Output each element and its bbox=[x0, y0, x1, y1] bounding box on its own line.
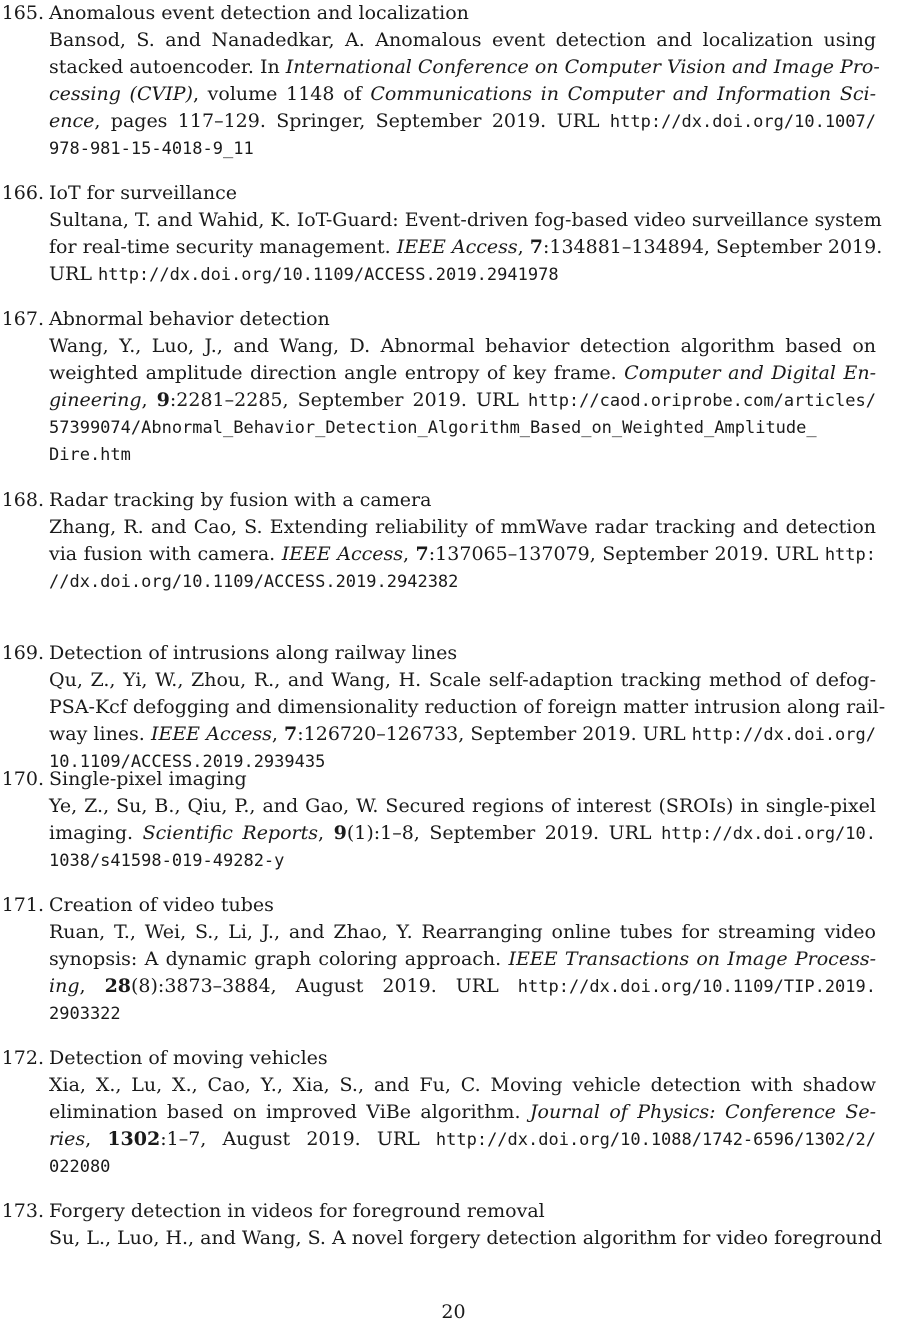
doi-url-link[interactable]: http://dx.doi.org/10.1088/1742-6596/1302/2/ bbox=[435, 1130, 876, 1150]
citation-text: Ye, Z., Su, B., Qiu, P., and Gao, W. Secured regions of interest (SROIs) in single-pixel bbox=[49, 795, 876, 817]
volume-number: 7 bbox=[284, 723, 298, 745]
citation-text: , bbox=[403, 543, 416, 565]
citation-text: :1–7, August 2019. URL bbox=[160, 1128, 436, 1150]
citation-text: synopsis: A dynamic graph coloring approach. bbox=[49, 948, 509, 970]
citation-line bbox=[49, 441, 876, 468]
citation-line bbox=[49, 946, 876, 973]
doi-url-link[interactable]: 978-981-15-4018-9_11 bbox=[49, 139, 254, 159]
citation-line bbox=[49, 1126, 876, 1153]
citation-text: PSA-Kcf defogging and dimensionality reduction of foreign matter intrusion along rail- bbox=[49, 696, 886, 718]
citation-line bbox=[49, 414, 876, 441]
citation-text: , volume 1148 of bbox=[192, 83, 371, 105]
volume-number: 28 bbox=[104, 975, 132, 997]
citation-text: Su, L., Luo, H., and Wang, S. A novel forgery detection algorithm for video foreground bbox=[49, 1227, 883, 1249]
citation-text: (1):1–8, September 2019. URL bbox=[346, 822, 662, 844]
citation-line bbox=[49, 568, 876, 595]
citation-text: , bbox=[79, 975, 105, 997]
citation-text: Zhang, R. and Cao, S. Extending reliability of mmWave radar tracking and detection bbox=[49, 516, 876, 538]
citation-line bbox=[49, 108, 876, 135]
citation-line bbox=[49, 360, 876, 387]
citation-text: Ruan, T., Wei, S., Li, J., and Zhao, Y. Rearranging online tubes for streaming video bbox=[49, 921, 876, 943]
citation-text: Qu, Z., Yi, W., Zhou, R., and Wang, H. Scale self-adaption tracking method of defog- bbox=[49, 669, 876, 691]
citation-line bbox=[49, 1225, 883, 1252]
citation-line bbox=[49, 847, 876, 874]
doi-url-link[interactable]: http://dx.doi.org/10.1007/ bbox=[609, 112, 876, 132]
citation-text: via fusion with camera. bbox=[49, 543, 282, 565]
citation-text: , bbox=[85, 1128, 108, 1150]
doi-url-link[interactable]: 2903322 bbox=[49, 1004, 121, 1024]
citation-line bbox=[49, 1072, 876, 1099]
citation-italic-text: Communications in Computer and Information Sci- bbox=[370, 83, 876, 105]
citation-italic-text: IEEE Access bbox=[150, 723, 272, 745]
doi-url-link[interactable]: http://dx.doi.org/10.1109/TIP.2019. bbox=[517, 977, 876, 997]
entry-topic: IoT for surveillance bbox=[49, 182, 237, 204]
citation-italic-text: International Conference on Computer Vision and Image Pro- bbox=[285, 56, 880, 78]
citation-line bbox=[49, 1153, 876, 1180]
volume-number: 1302 bbox=[107, 1128, 161, 1150]
citation-line bbox=[49, 135, 876, 162]
volume-number: 9 bbox=[333, 822, 347, 844]
citation-italic-text: Journal of Physics: Conference Se- bbox=[529, 1101, 876, 1123]
citation-line bbox=[49, 27, 876, 54]
doi-url-link[interactable]: http://dx.doi.org/10.1109/ACCESS.2019.2941978 bbox=[97, 265, 559, 285]
entry-number: 170. bbox=[1, 768, 44, 790]
volume-number: 9 bbox=[156, 389, 170, 411]
entry-number: 166. bbox=[1, 182, 44, 204]
doi-url-link[interactable]: Dire.htm bbox=[49, 445, 131, 465]
citation-text: :126720–126733, September 2019. URL bbox=[297, 723, 692, 745]
entry-number: 167. bbox=[1, 308, 44, 330]
citation-line bbox=[49, 387, 876, 414]
doi-url-link[interactable]: http://caod.oriprobe.com/articles/ bbox=[527, 391, 876, 411]
citation-line bbox=[49, 514, 876, 541]
citation-text: , bbox=[318, 822, 334, 844]
entry-topic: Detection of intrusions along railway lines bbox=[49, 642, 458, 664]
citation-text: , bbox=[271, 723, 285, 745]
entry-number: 171. bbox=[1, 894, 44, 916]
citation-italic-text: cessing (CVIP) bbox=[49, 83, 193, 105]
citation-line bbox=[49, 1000, 876, 1027]
citation-line bbox=[49, 820, 876, 847]
citation-text: , bbox=[141, 389, 157, 411]
entry-topic: Abnormal behavior detection bbox=[49, 308, 330, 330]
doi-url-link[interactable]: 022080 bbox=[49, 1157, 111, 1177]
citation-text: :2281–2285, September 2019. URL bbox=[169, 389, 528, 411]
citation-line bbox=[49, 973, 876, 1000]
entry-number: 165. bbox=[1, 2, 44, 24]
citation-line bbox=[49, 261, 876, 288]
citation-text: weighted amplitude direction angle entropy of key frame. bbox=[49, 362, 625, 384]
citation-line bbox=[49, 541, 876, 568]
doi-url-link[interactable]: 57399074/Abnormal_Behavior_Detection_Algorithm_Based_on_Weighted_Amplitude_ bbox=[49, 418, 817, 438]
entry-topic: Forgery detection in videos for foreground removal bbox=[49, 1200, 545, 1222]
citation-italic-text: IEEE Access bbox=[281, 543, 404, 565]
doi-url-link[interactable]: //dx.doi.org/10.1109/ACCESS.2019.2942382 bbox=[49, 572, 459, 592]
citation-text: Bansod, S. and Nanadedkar, A. Anomalous event detection and localization using bbox=[49, 29, 876, 51]
entry-topic: Anomalous event detection and localization bbox=[49, 2, 469, 24]
doi-url-link[interactable]: http://dx.doi.org/10. bbox=[661, 824, 876, 844]
citation-italic-text: IEEE Access bbox=[396, 236, 518, 258]
entry-topic: Creation of video tubes bbox=[49, 894, 274, 916]
doi-url-link[interactable]: http://dx.doi.org/ bbox=[691, 725, 876, 745]
citation-text: , bbox=[517, 236, 530, 258]
page-number: 20 bbox=[441, 1301, 466, 1323]
entry-number: 173. bbox=[1, 1200, 44, 1222]
volume-number: 7 bbox=[529, 236, 543, 258]
doi-url-link[interactable]: http: bbox=[824, 545, 876, 565]
citation-text: Sultana, T. and Wahid, K. IoT-Guard: Event-driven fog-based video surveillance system bbox=[49, 209, 882, 231]
citation-line bbox=[49, 333, 876, 360]
citation-italic-text: ries bbox=[49, 1128, 86, 1150]
citation-text: elimination based on improved ViBe algorithm. bbox=[49, 1101, 530, 1123]
citation-text: for real-time security management. bbox=[49, 236, 397, 258]
citation-italic-text: ence bbox=[49, 110, 95, 132]
entry-topic: Detection of moving vehicles bbox=[49, 1047, 328, 1069]
citation-text: way lines. bbox=[49, 723, 151, 745]
citation-text: imaging. bbox=[49, 822, 143, 844]
citation-italic-text: Scientific Reports bbox=[142, 822, 319, 844]
citation-line bbox=[49, 1099, 876, 1126]
citation-line bbox=[49, 694, 886, 721]
citation-line bbox=[49, 207, 882, 234]
citation-italic-text: gineering bbox=[49, 389, 142, 411]
doi-url-link[interactable]: 1038/s41598-019-49282-y bbox=[49, 851, 285, 871]
citation-italic-text: ing bbox=[49, 975, 80, 997]
citation-text: :134881–134894, September 2019. bbox=[542, 236, 883, 258]
citation-line bbox=[49, 793, 876, 820]
citation-text: stacked autoencoder. In bbox=[49, 56, 286, 78]
citation-text: Wang, Y., Luo, J., and Wang, D. Abnormal behavior detection algorithm based on bbox=[49, 335, 876, 357]
citation-line bbox=[49, 721, 876, 748]
citation-line bbox=[49, 234, 883, 261]
citation-text: Xia, X., Lu, X., Cao, Y., Xia, S., and Fu, C. Moving vehicle detection with shadow bbox=[49, 1074, 876, 1096]
entry-topic: Radar tracking by fusion with a camera bbox=[49, 489, 432, 511]
entry-number: 168. bbox=[1, 489, 44, 511]
citation-text: :137065–137079, September 2019. URL bbox=[428, 543, 825, 565]
citation-line bbox=[49, 81, 876, 108]
citation-line bbox=[49, 54, 880, 81]
citation-italic-text: Computer and Digital En- bbox=[624, 362, 876, 384]
entry-number: 169. bbox=[1, 642, 44, 664]
doi-url-link[interactable]: 10.1109/ACCESS.2019.2939435 bbox=[49, 752, 326, 772]
citation-text: URL bbox=[49, 263, 98, 285]
volume-number: 7 bbox=[415, 543, 429, 565]
citation-line bbox=[49, 919, 876, 946]
citation-text: (8):3873–3884, August 2019. URL bbox=[131, 975, 518, 997]
citation-line bbox=[49, 667, 876, 694]
entry-number: 172. bbox=[1, 1047, 44, 1069]
citation-italic-text: IEEE Transactions on Image Process- bbox=[508, 948, 876, 970]
entry-topic: Single-pixel imaging bbox=[49, 768, 247, 790]
citation-text: , pages 117–129. Springer, September 2019. URL bbox=[94, 110, 610, 132]
